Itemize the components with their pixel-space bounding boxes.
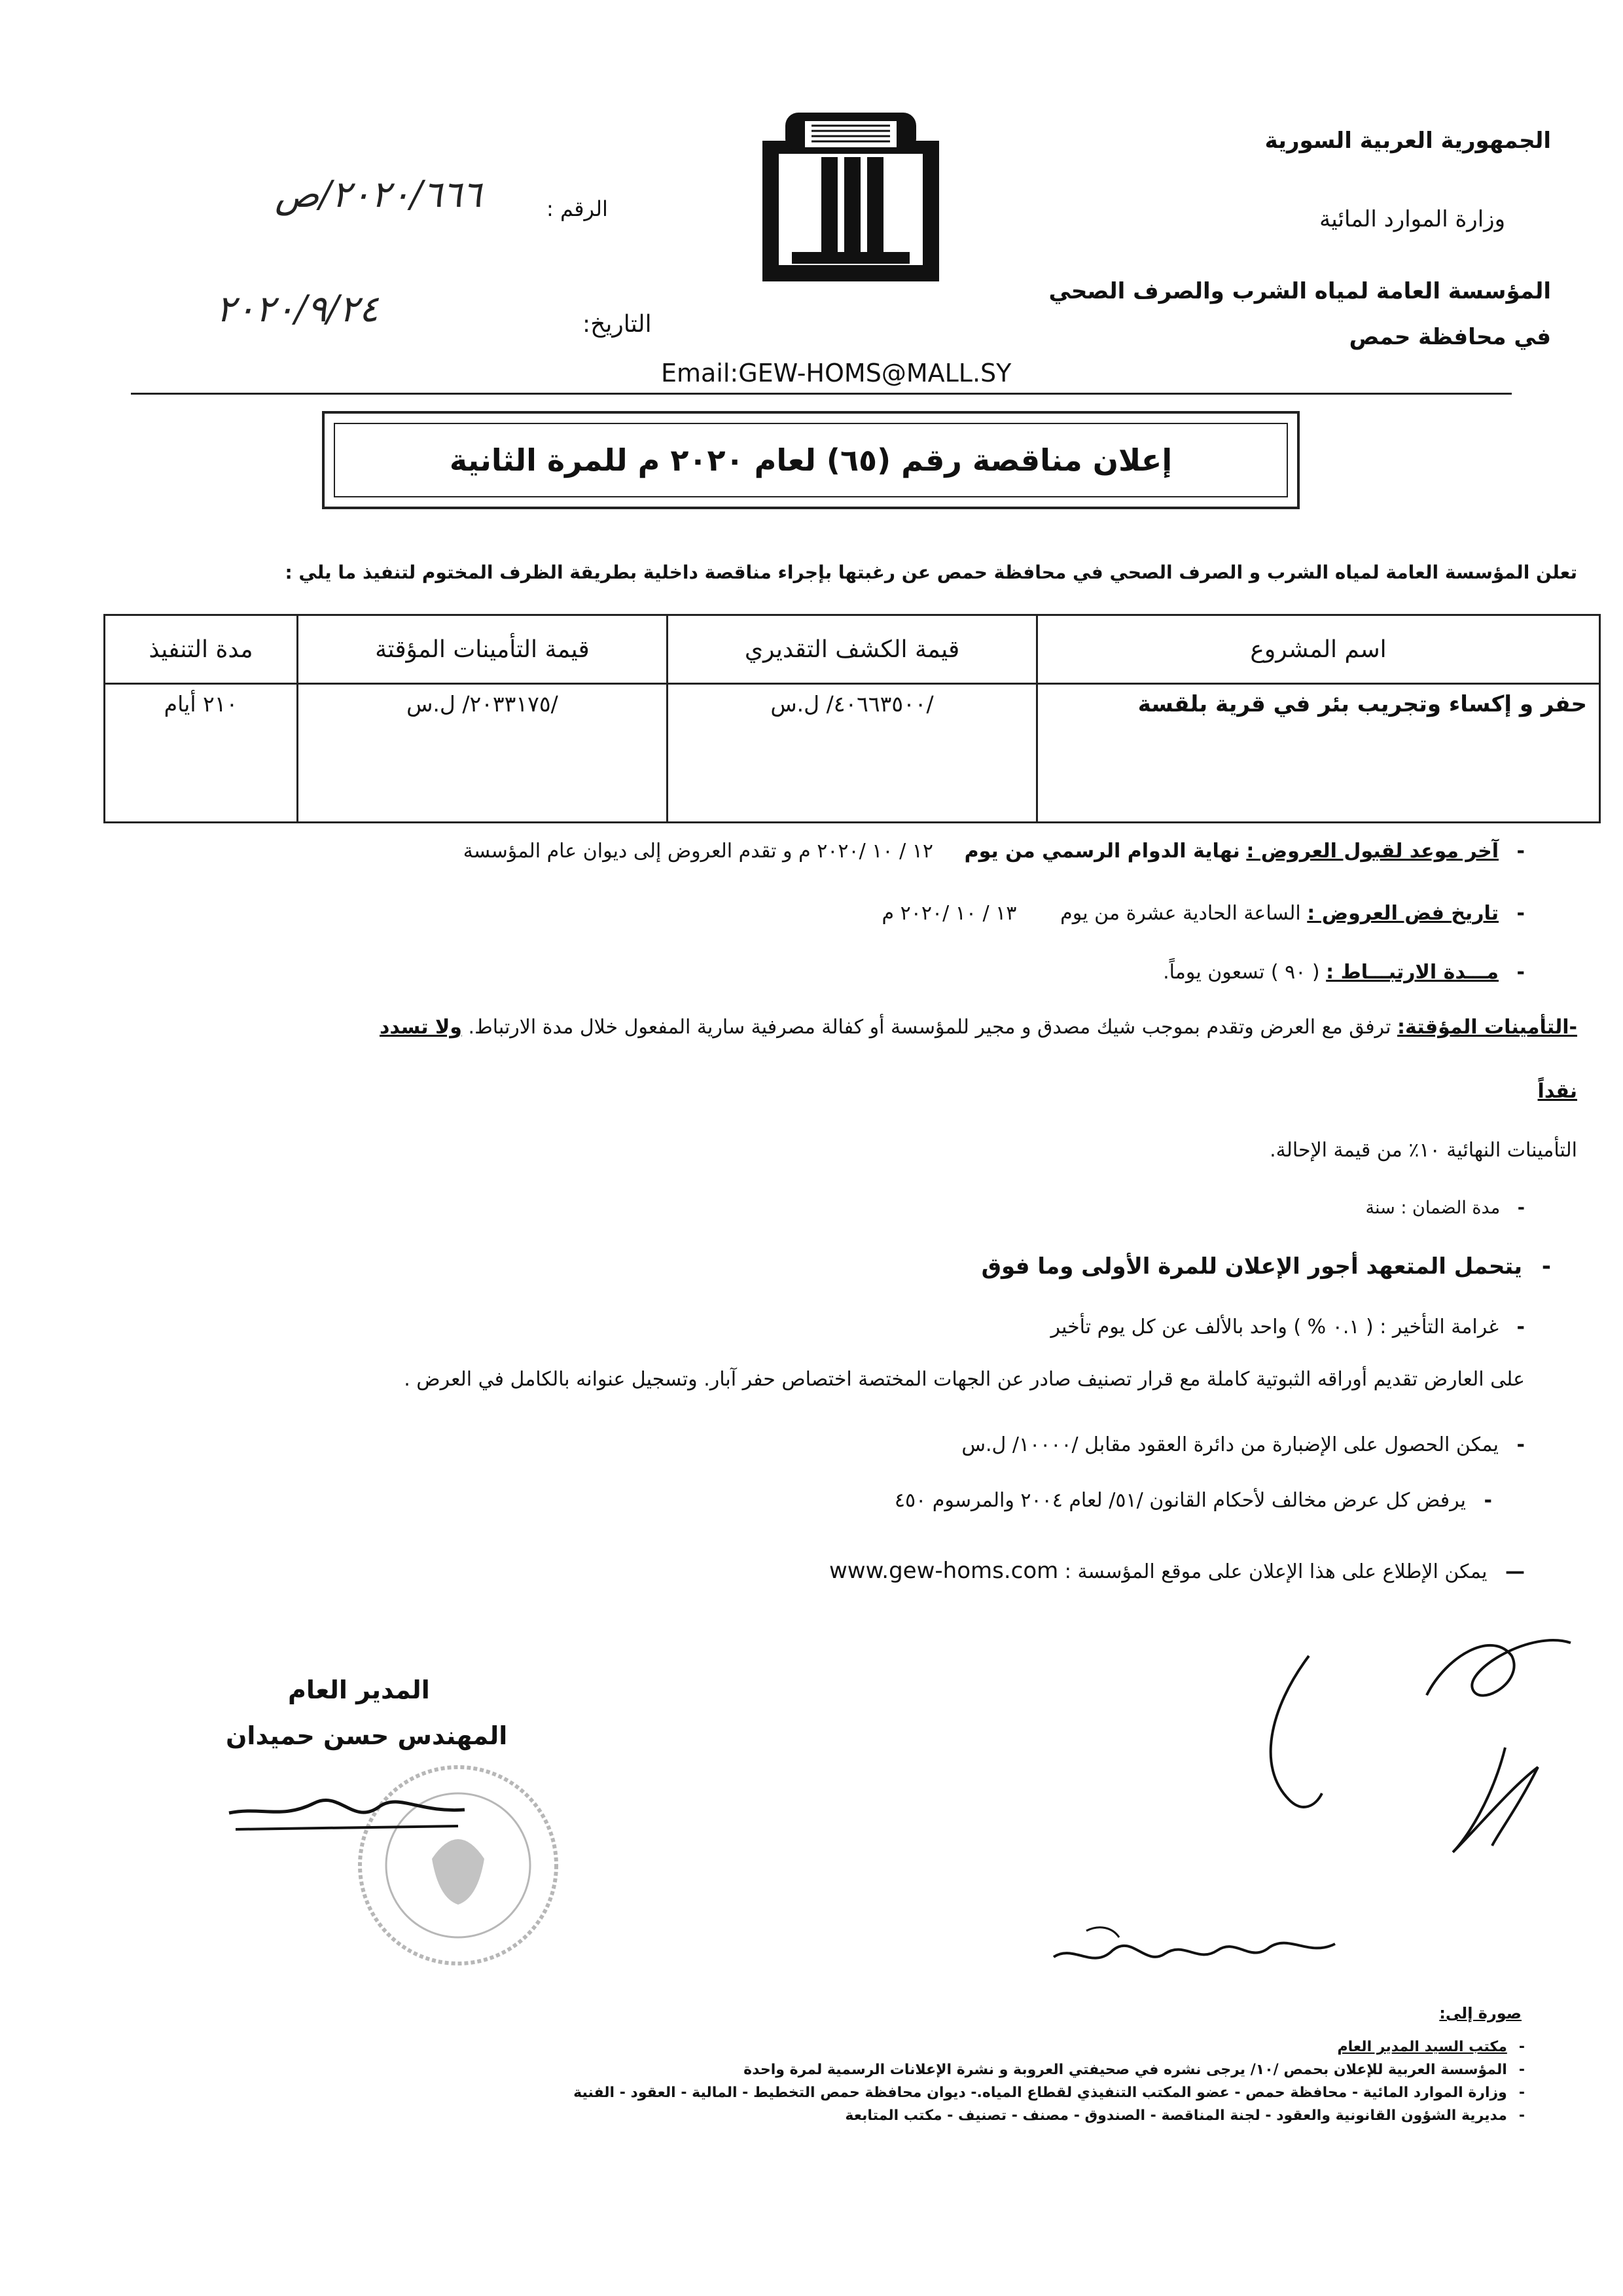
opening-label: تاريخ فض العروض : xyxy=(1307,902,1499,925)
organization-logo-icon xyxy=(753,105,949,288)
intro-text: تعلن المؤسسة العامة لمياه الشرب و الصرف الصحي في محافظة حمص عن رغبتها بإجراء مناقصة داخلية بطريقة الظرف المختوم لتنفيذ ما يلي : xyxy=(285,562,1577,583)
website-line: — يمكن الإطلاع على هذا الإعلان على موقع المؤسسة : www.gew-homs.com xyxy=(829,1558,1525,1584)
temp-insurance-line xyxy=(380,1016,1577,1039)
website-text: يمكن الإطلاع على هذا الإعلان على موقع المؤسسة : xyxy=(1064,1560,1488,1583)
opening-line: - تاريخ فض العروض : الساعة الحادية عشرة من يوم ١٣ / ١٠ /٢٠٢٠ م xyxy=(882,902,1525,925)
temp-insurance-note: ولا تسدد xyxy=(379,1016,462,1039)
signatory-name: المهندس حسن حميدان xyxy=(226,1721,508,1750)
announcement-title: إعلان مناقصة رقم (٦٥) لعام ٢٠٢٠ م للمرة الثانية xyxy=(449,442,1173,478)
brochure-line: - يمكن الحصول على الإضبارة من دائرة العقود مقابل /١٠٠٠٠/ ل.س xyxy=(961,1433,1525,1456)
warranty-line: - مدة الضمان : سنة xyxy=(1365,1198,1525,1218)
copies-label: صورة إلى: xyxy=(1439,2004,1522,2022)
rejection-line: - يرفض كل عرض مخالف لأحكام القانون /٥١/ لعام ٢٠٠٤ والمرسوم ٤٥٠ xyxy=(894,1489,1492,1512)
header-temp-insurance: قيمة التأمينات المؤقتة xyxy=(297,615,667,684)
bidder-docs-line: على العارض تقديم أوراقه الثبوتية كاملة مع قرار تصنيف صادر عن الجهات المختصة اختصاص حفر آبار. وتسجيل عنوانه بالكامل في العرض . xyxy=(404,1368,1525,1391)
delay-fine-line: - غرامة التأخير : ( ٠.١ % ) واحد بالألف عن كل يوم تأخير xyxy=(1050,1316,1525,1338)
header-duration: مدة التنفيذ xyxy=(105,615,298,684)
governorate-name: في محافظة حمص xyxy=(1349,324,1551,350)
delay-fine-text: غرامة التأخير : ( ٠.١ % ) واحد بالألف عن كل يوم تأخير xyxy=(1050,1316,1499,1338)
organization-name: المؤسسة العامة لمياه الشرب والصرف الصحي xyxy=(1048,278,1551,304)
brochure-text: يمكن الحصول على الإضبارة من دائرة العقود مقابل /١٠٠٠٠/ ل.س xyxy=(961,1433,1499,1456)
cell-duration: ٢١٠ أيام xyxy=(105,684,298,823)
right-signature xyxy=(1230,1617,1597,1861)
deadline-tail: و تقدم العروض إلى ديوان عام المؤسسة xyxy=(463,840,793,863)
date-label: التاريخ: xyxy=(582,311,652,338)
cell-project-name: حفر و إكساء وتجريب بئر في قرية بلقسة xyxy=(1037,684,1600,823)
ad-costs-text: يتحمل المتعهد أجور الإعلان للمرة الأولى وما فوق xyxy=(981,1253,1523,1280)
copy-item-1: -مكتب السيد المدير العام xyxy=(1337,2039,1525,2055)
temp-insurance-note2-line xyxy=(1538,1080,1577,1103)
initials-signature xyxy=(1047,1905,1348,1986)
deadline-date: ١٢ / ١٠ /٢٠٢٠ م xyxy=(798,840,933,863)
director-signature xyxy=(223,1767,471,1842)
temp-insurance-note2: نقداً xyxy=(1537,1080,1577,1103)
ministry-name: وزارة الموارد المائية xyxy=(1319,206,1505,232)
title-frame xyxy=(322,411,1300,509)
opening-date: ١٣ / ١٠ /٢٠٢٠ م xyxy=(882,902,1017,925)
warranty-text: مدة الضمان : سنة xyxy=(1365,1198,1501,1218)
deadline-label: آخر موعد لقبول العروض : xyxy=(1246,840,1499,863)
deadline-line: - آخر موعد لقبول العروض : نهاية الدوام الرسمي من يوم ١٢ / ١٠ /٢٠٢٠ م و تقدم العروض إلى ديوان عام المؤسسة xyxy=(463,840,1525,863)
email-address: Email:GEW-HOMS@MALL.SY xyxy=(661,359,1012,387)
number-label: الرقم : xyxy=(546,196,608,221)
table-header-row xyxy=(105,615,1600,684)
deadline-text: نهاية الدوام الرسمي من يوم xyxy=(964,840,1240,863)
ad-costs-line: - يتحمل المتعهد أجور الإعلان للمرة الأولى وما فوق xyxy=(981,1253,1551,1280)
header-project-name: اسم المشروع xyxy=(1037,615,1600,684)
commitment-line: - مـــدة الارتبـــاط : ( ٩٠ ) تسعون يوماً. xyxy=(1163,961,1525,984)
temp-insurance-label: -التأمينات المؤقتة: xyxy=(1397,1016,1577,1039)
final-insurance-line: التأمينات النهائية ١٠٪ من قيمة الإحالة. xyxy=(1270,1139,1577,1162)
signatory-position: المدير العام xyxy=(288,1676,430,1704)
copy-item-2: -المؤسسة العربية للإعلان بحمص /١٠/ يرجى نشره في صحيفتي العروبة و نشرة الإعلانات الرسمية لمرة واحدة xyxy=(743,2062,1525,2078)
opening-text: الساعة الحادية عشرة من يوم xyxy=(1060,902,1301,925)
commitment-text: ( ٩٠ ) تسعون يوماً. xyxy=(1163,961,1320,984)
commitment-label: مـــدة الارتبـــاط : xyxy=(1326,961,1499,984)
website-link[interactable]: www.gew-homs.com xyxy=(829,1558,1059,1584)
date-value: ٢٠٢٠/٩/٢٤ xyxy=(216,288,379,331)
header-divider xyxy=(131,393,1512,395)
copy-item-4: -مديرية الشؤون القانونية والعقود - لجنة المناقصة - الصندوق - مصنف - تصنيف - مكتب المتابعة xyxy=(845,2108,1525,2124)
header-estimated-value: قيمة الكشف التقديري xyxy=(667,615,1037,684)
temp-insurance-text: ترفق مع العرض وتقدم بموجب شيك مصدق و مجير للمؤسسة أو كفالة مصرفية سارية المفعول خلال مدة الارتباط. xyxy=(468,1016,1391,1039)
rejection-text: يرفض كل عرض مخالف لأحكام القانون /٥١/ لعام ٢٠٠٤ والمرسوم ٤٥٠ xyxy=(894,1489,1466,1512)
table-row xyxy=(105,684,1600,823)
number-value: ٢٠٢٠/٦٦٦/ص xyxy=(275,173,482,216)
country-name: الجمهورية العربية السورية xyxy=(1264,128,1551,154)
cell-temp-insurance: /٢٠٣٣١٧٥/ ل.س xyxy=(297,684,667,823)
project-table xyxy=(103,614,1601,823)
copy-item-3: -وزارة الموارد المائية - محافظة حمص - عضو المكتب التنفيذي لقطاع المياه.- ديوان محافظة حمص التخطيط - المالية - العقود - الفنية xyxy=(573,2085,1525,2101)
cell-estimated-value: /٤٠٦٦٣٥٠٠/ ل.س xyxy=(667,684,1037,823)
